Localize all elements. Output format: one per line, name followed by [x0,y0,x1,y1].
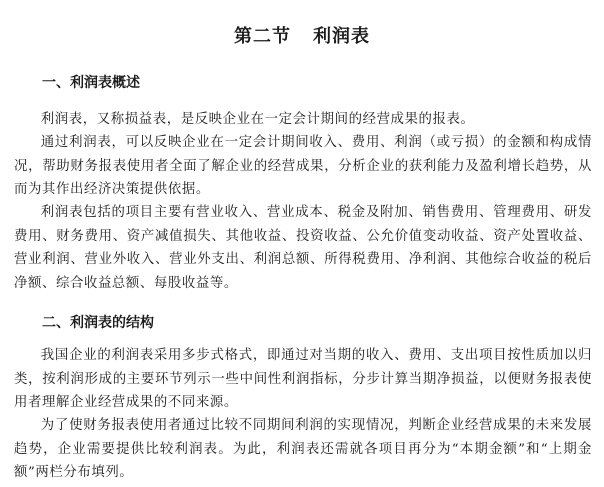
section-title [0,24,604,50]
paragraph-items: 利润表包括的项目主要有营业收入、营业成本、税金及附加、销售费用、管理费用、研发费用、财务费用、资产减值损失、其他收益、投资收益、公允价值变动收益、资产处置收益、营业利润、营业外收入、营业外支出、利润总额、所得税费用、净利润、其他综合收益的税后净额、综合收益总额、每股收益等。 [14,205,592,292]
heading-structure: 二、利润表的结构 [42,315,154,331]
heading-overview: 一、利润表概述 [42,75,140,91]
section-number: 第二节 [234,26,291,47]
paragraph-definition: 利润表，又称损益表，是反映企业在一定会计期间的经营成果的报表。 [40,112,475,127]
paragraph-purpose: 通过利润表，可以反映企业在一定会计期间收入、费用、利润（或亏损）的金额和构成情况，帮助财务报表使用者全面了解企业的经营成果，分析企业的获利能力及盈利增长趋势，从而为其作出经济决策提供依据。 [14,135,592,198]
section-name: 利润表 [313,26,370,47]
paragraph-multistep-format: 我国企业的利润表采用多步式格式，即通过对当期的收入、费用、支出项目按性质加以归类，按利润形成的主要环节列示一些中间性利润指标，分步计算当期净损益，以便财务报表使用者理解企业经营成果的不同来源。 [14,348,592,411]
paragraph-comparative: 为了使财务报表使用者通过比较不同期间利润的实现情况，判断企业经营成果的未来发展趋势，企业需要提供比较利润表。为此，利润表还需就各项目再分为“本期金额”和“上期金额”两栏分布填列。 [14,418,592,481]
